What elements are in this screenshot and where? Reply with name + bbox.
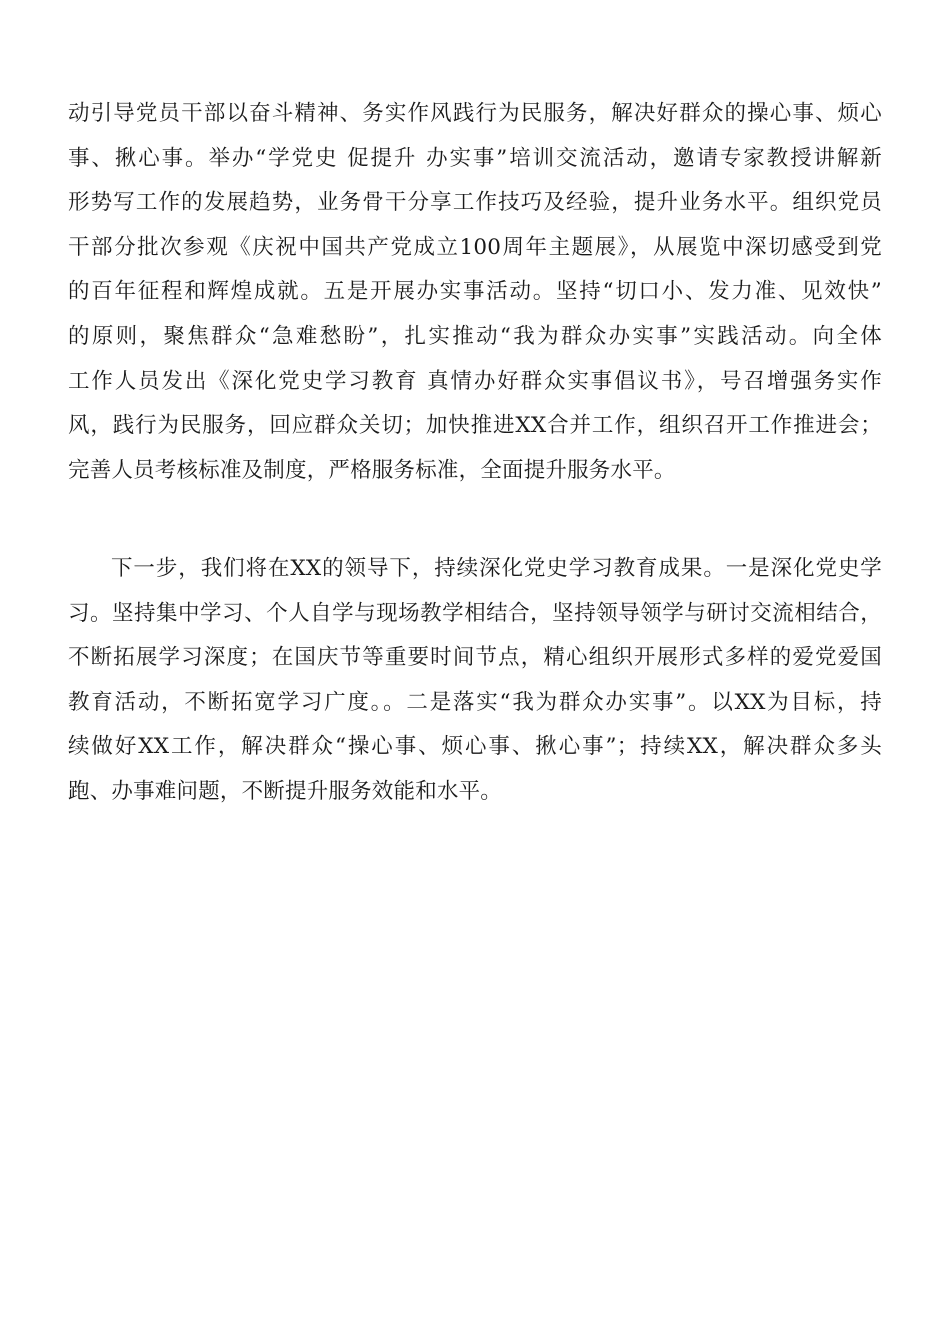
- paragraph-line: 习。坚持集中学习、个人自学与现场教学相结合，坚持领导领学与研讨交流相结合，: [68, 600, 882, 626]
- paragraph-line: 的原则，聚焦群众“急难愁盼”，扎实推动“我为群众办实事”实践活动。向全体: [68, 323, 882, 349]
- paragraph-line: 动引导党员干部以奋斗精神、务实作风践行为民服务，解决好群众的操心事、烦心: [68, 101, 882, 126]
- paragraph-2: [68, 547, 882, 815]
- paragraph-line: 风，践行为民服务，回应群众关切；加快推进XX合并工作，组织召开工作推进会；: [68, 413, 882, 439]
- paragraph-line: 完善人员考核标准及制度，严格服务标准，全面提升服务水平。: [68, 457, 676, 483]
- paragraph-line: 续做好XX工作，解决群众“操心事、烦心事、揪心事”；持续XX，解决群众多头: [68, 734, 882, 760]
- paragraph-line: 下一步，我们将在XX的领导下，持续深化党史学习教育成果。一是深化党史学: [111, 556, 882, 581]
- paragraph-line: 干部分批次参观《庆祝中国共产党成立100周年主题展》，从展览中深切感受到党: [68, 234, 882, 260]
- paragraph-line: 事、揪心事。举办“学党史 促提升 办实事”培训交流活动，邀请专家教授讲解新: [68, 145, 882, 171]
- paragraph-line: 不断拓展学习深度；在国庆节等重要时间节点，精心组织开展形式多样的爱党爱国: [68, 645, 882, 671]
- paragraph-line: 的百年征程和辉煌成就。五是开展办实事活动。坚持“切口小、发力准、见效快”: [68, 279, 882, 305]
- paragraph-1: [68, 92, 882, 493]
- paragraph-line: 工作人员发出《深化党史学习教育 真情办好群众实事倡议书》，号召增强务实作: [68, 368, 882, 394]
- paragraph-line: 教育活动，不断拓宽学习广度。。二是落实“我为群众办实事”。以XX为目标，持: [68, 689, 882, 715]
- paragraph-line: 形势写工作的发展趋势，业务骨干分享工作技巧及经验，提升业务水平。组织党员: [68, 190, 882, 216]
- paragraph-line: 跑、办事难问题，不断提升服务效能和水平。: [68, 778, 503, 804]
